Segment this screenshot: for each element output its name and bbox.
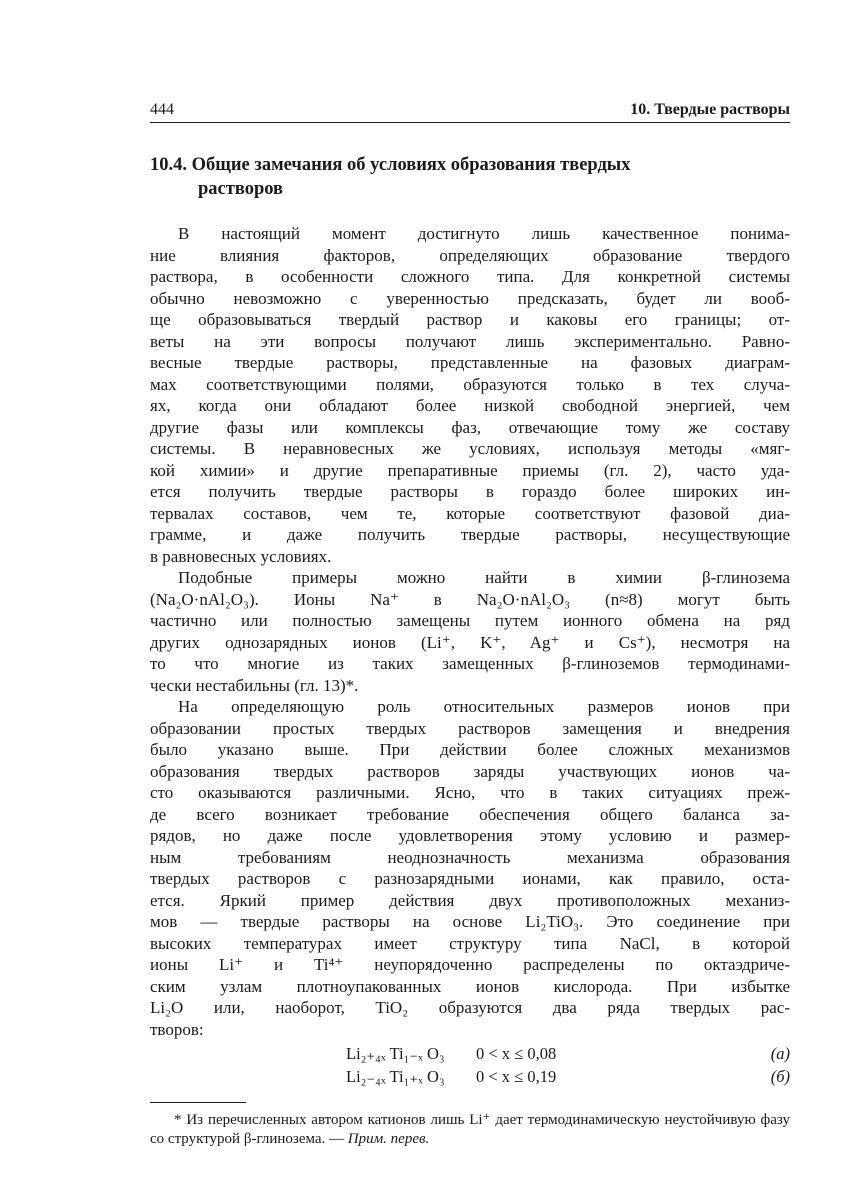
text-line: системы. В неравновесных же условиях, используя методы «мяг-	[150, 439, 790, 458]
formula-expression: Li₂₊₄ₓ Ti₁₋ₓ O₃	[346, 1044, 445, 1063]
text-line: частично или полностью замещены путем ионного обмена на ряд	[150, 611, 790, 630]
section-title-line-1: 10.4. Общие замечания об условиях образования твердых	[150, 155, 631, 175]
formula-expression: Li₂₋₄ₓ Ti₁₊ₓ O₃	[346, 1067, 445, 1086]
text-line: то что многие из таких замещенных β-глиноземов термодинами-	[150, 654, 790, 673]
text-line: грамме, и даже получить твердые растворы, несуществующие	[150, 525, 790, 544]
paragraph-3	[150, 696, 790, 1040]
text-line: весные твердые растворы, представленные на фазовых диаграм-	[150, 353, 790, 372]
text-line: высоких температурах имеет структуру типа NaCl, в которой	[150, 933, 790, 953]
text-line: веты на эти вопросы получают лишь экспериментально. Равно-	[150, 331, 790, 351]
text-line: кой химии» и другие препаративные приемы (гл. 2), часто уда-	[150, 460, 790, 480]
chapter-title: 10. Твердые растворы	[630, 101, 790, 118]
text-line: ние влияния факторов, определяющих образование твердого	[150, 245, 790, 265]
formula-block	[150, 1042, 790, 1088]
formula-row	[150, 1042, 790, 1065]
running-head	[150, 100, 790, 123]
text-line: образовании простых твердых растворов замещения и внедрения	[150, 718, 790, 738]
section-title-line-2: растворов	[198, 179, 284, 199]
text-line: рядов, но даже после удовлетворения этому условию и размер-	[150, 826, 790, 845]
text-line: обычно невозможно с уверенностью предсказать, будет ли вооб-	[150, 288, 790, 308]
text-line: де всего возникает требование обеспечения общего баланса за-	[150, 804, 790, 824]
formula-condition: 0 < x ≤ 0,19	[476, 1067, 557, 1086]
formula-condition: 0 < x ≤ 0,08	[476, 1044, 557, 1063]
page-number: 444	[150, 101, 174, 118]
text-line: сто оказываются различными. Ясно, что в таких ситуациях преж-	[150, 783, 790, 802]
text-line: другие фазы или комплексы фаз, отвечающие тому же составу	[150, 417, 790, 437]
footnote-translator-note: Прим. перев.	[347, 1131, 430, 1147]
text-line: чески нестабильны (гл. 13)*.	[150, 675, 359, 695]
paragraph-1	[150, 223, 790, 567]
text-line: Li₂O или, наоборот, TiO₂ образуются два ряда твердых рас-	[150, 998, 790, 1017]
text-line: тервалах составов, чем те, которые соответствуют фазовой диа-	[150, 503, 790, 523]
text-line: мах соответствующими полями, образуются только в тех случа-	[150, 374, 790, 394]
text-line: в равновесных условиях.	[150, 546, 332, 566]
text-line: ется. Яркий пример действия двух противоположных механиз-	[150, 890, 790, 910]
text-line: (Na₂O·nAl₂O₃). Ионы Na⁺ в Na₂O·nAl₂O₃ (n≈8) могут быть	[150, 589, 790, 609]
text-line: ным требованиям неоднозначность механизма образования	[150, 847, 790, 867]
text-line: ским узлам плотноупакованных ионов кислорода. При избытке	[150, 976, 790, 996]
text-line: твердых растворов с разнозарядными ионами, как правило, оста-	[150, 869, 790, 888]
footnote-rule	[150, 1102, 246, 1103]
text-line: Подобные примеры можно найти в химии β-глинозема	[178, 568, 790, 587]
text-line: других однозарядных ионов (Li⁺, K⁺, Ag⁺ и Cs⁺), несмотря на	[150, 632, 790, 652]
body-text	[150, 223, 790, 1040]
page	[150, 100, 790, 1164]
text-line: творов:	[150, 1019, 204, 1039]
text-line: На определяющую роль относительных размеров ионов при	[178, 697, 790, 716]
text-line: образования твердых растворов заряды участвующих ионов ча-	[150, 761, 790, 781]
formula-tag: (а)	[770, 1044, 790, 1063]
formula-row	[150, 1065, 790, 1088]
text-line: ется получить твердые растворы в гораздо более широких ин-	[150, 482, 790, 501]
footnote-text: * Из перечисленных автором катионов лишь Li⁺ дает термодинамическую неустойчивую фазу со структурой β-глинозема. —	[150, 1112, 790, 1147]
text-line: мов — твердые растворы на основе Li₂TiO₃. Это соединение при	[150, 912, 790, 931]
formula-tag: (б)	[770, 1067, 790, 1086]
text-line: ще образовываться твердый раствор и каковы его границы; от-	[150, 310, 790, 329]
text-line: ях, когда они обладают более низкой свободной энергией, чем	[150, 396, 790, 415]
footnote	[150, 1111, 790, 1149]
paragraph-2	[150, 567, 790, 696]
text-line: раствора, в особенности сложного типа. Для конкретной системы	[150, 267, 790, 286]
text-line: было указано выше. При действии более сложных механизмов	[150, 740, 790, 759]
text-line: ионы Li⁺ и Ti⁴⁺ неупорядоченно распределены по октаэдриче-	[150, 955, 790, 974]
text-line: В настоящий момент достигнуто лишь качественное понима-	[178, 224, 790, 243]
section-title	[150, 153, 790, 201]
